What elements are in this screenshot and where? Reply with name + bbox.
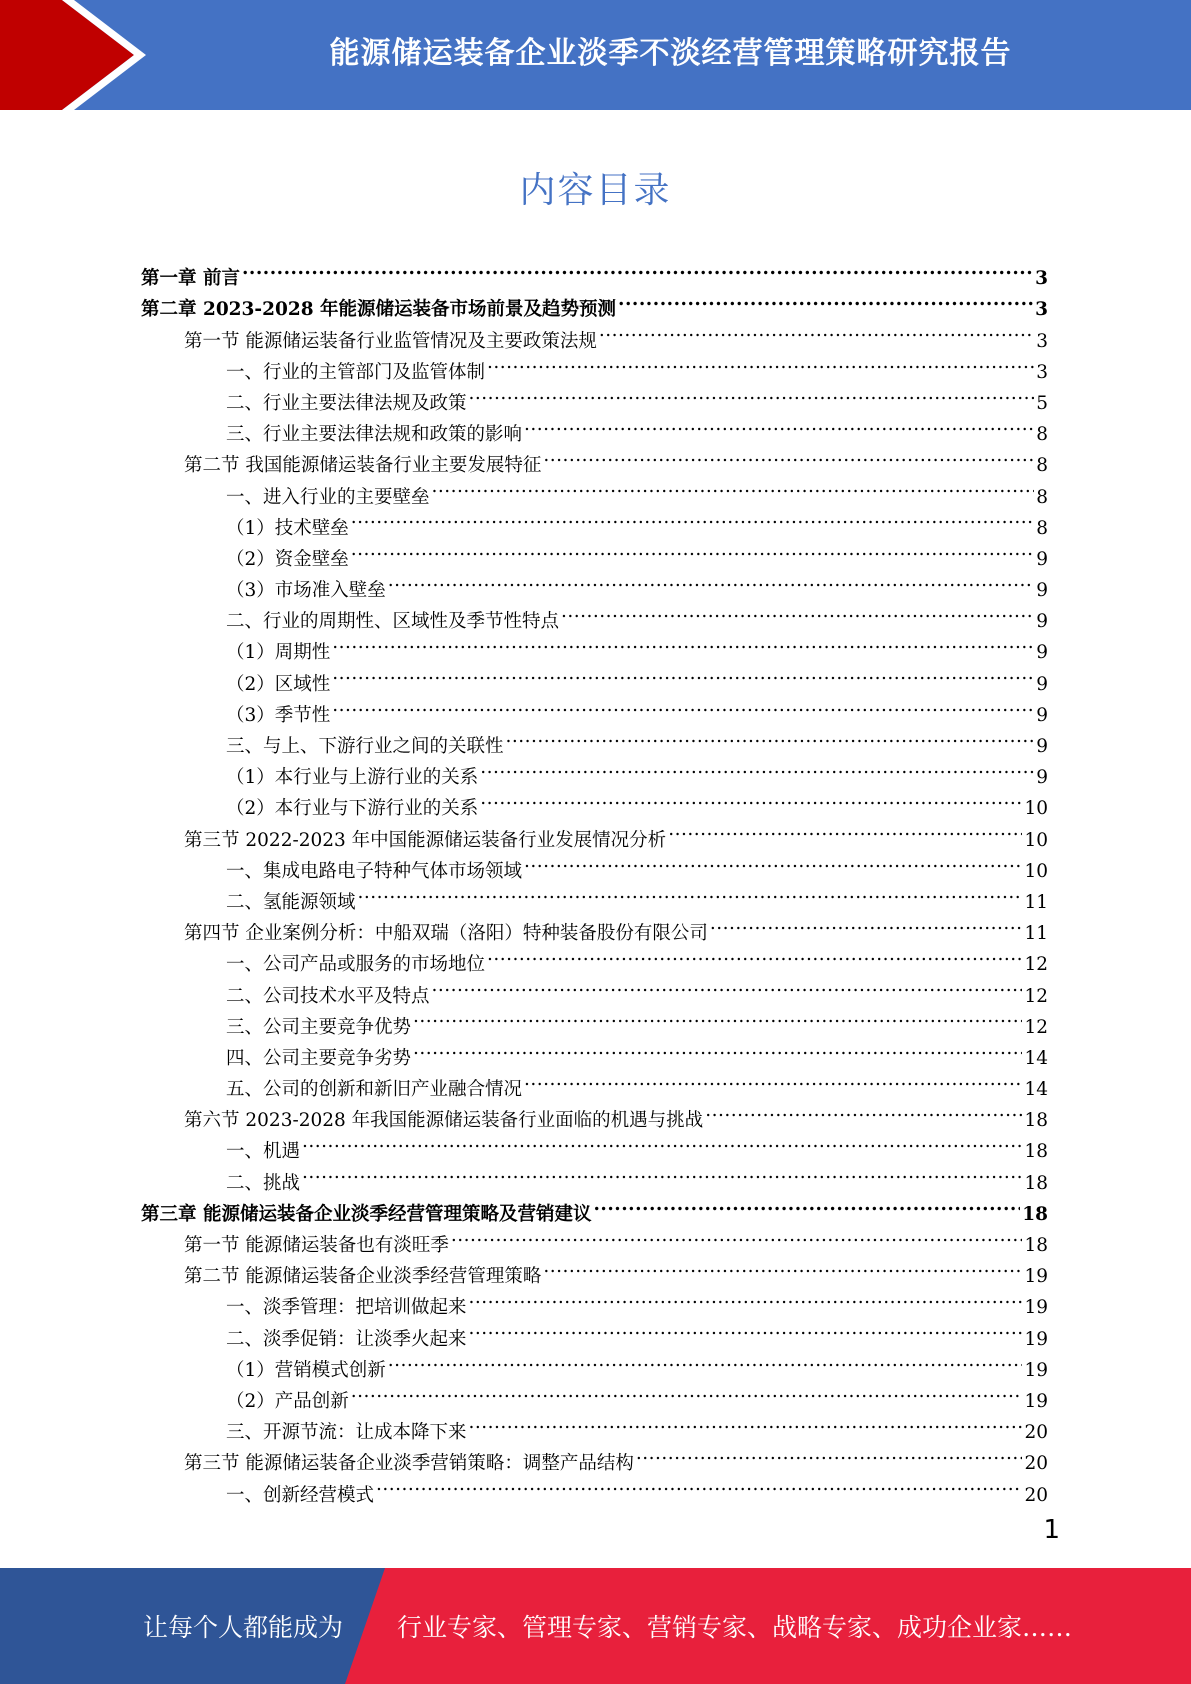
toc-heading: 内容目录	[519, 170, 672, 211]
toc-entry-label: （1）技术壁垒	[226, 517, 349, 539]
toc-entry-label: 一、机遇	[226, 1141, 301, 1163]
toc-entry-label: （3）季节性	[226, 704, 331, 726]
toc-entry-page: 20	[1024, 1453, 1048, 1475]
toc-dot-leader	[388, 565, 1034, 596]
toc-entry-label: （3）市场准入壁垒	[226, 580, 386, 602]
toc-entry-page: 8	[1036, 455, 1048, 477]
toc-dot-leader	[469, 1282, 1023, 1313]
toc-entry-page: 3	[1036, 361, 1048, 383]
toc-entry-label: 第二节 我国能源储运装备行业主要发展特征	[184, 455, 542, 477]
toc-entry-label: 三、开源节流：让成本降下来	[226, 1422, 467, 1444]
toc-entry-page: 19	[1024, 1297, 1048, 1319]
toc-entry-label: （2）产品创新	[226, 1390, 349, 1412]
toc-dot-leader	[599, 315, 1034, 346]
toc-dot-leader	[332, 690, 1034, 721]
toc-entry-label: 五、公司的创新和新旧产业融合情况	[226, 1079, 523, 1101]
toc-dot-leader	[351, 534, 1034, 565]
toc-entry-page: 19	[1024, 1266, 1048, 1288]
toc-entry-page: 20	[1024, 1422, 1048, 1444]
footer-slogan-right: 行业专家、管理专家、营销专家、战略专家、成功企业家……	[397, 1613, 1073, 1642]
toc-dot-leader	[618, 284, 1033, 315]
toc-entry-label: 一、进入行业的主要壁垒	[226, 486, 430, 508]
toc-dot-leader	[432, 970, 1023, 1001]
toc-entry-label: 二、挑战	[226, 1172, 301, 1194]
toc-entry-label: 第三节 2022-2023 年中国能源储运装备行业发展情况分析	[184, 829, 667, 851]
toc-entry-label: 一、创新经营模式	[226, 1484, 375, 1506]
toc-entry-page: 9	[1036, 673, 1048, 695]
toc-entry-page: 8	[1036, 517, 1048, 539]
toc-entry-page: 9	[1036, 704, 1048, 726]
toc-entry-label: 三、与上、下游行业之间的关联性	[226, 736, 504, 757]
toc-entry-page: 19	[1024, 1359, 1048, 1381]
footer-slogan-left: 让每个人都能成为	[143, 1613, 344, 1642]
toc-dot-leader	[413, 1002, 1022, 1033]
toc-entry-page: 10	[1024, 798, 1048, 820]
toc-entry-page: 10	[1024, 860, 1048, 882]
toc-dot-leader	[413, 1033, 1022, 1064]
toc-entry-page: 9	[1036, 642, 1048, 664]
toc-entry-label: 第一节 能源储运装备行业监管情况及主要政策法规	[184, 330, 597, 352]
toc-entry-label: 一、行业的主管部门及监管体制	[226, 361, 486, 383]
toc-dot-leader	[710, 908, 1023, 939]
toc-entry-page: 19	[1024, 1390, 1048, 1412]
toc-entry[interactable]	[141, 253, 1048, 290]
toc-dot-leader	[636, 1438, 1023, 1469]
toc-dot-leader	[480, 783, 1022, 814]
toc-entry-page: 9	[1036, 548, 1048, 570]
toc-entry-page: 8	[1036, 424, 1048, 446]
toc-entry-label: 三、行业主要法律法规和政策的影响	[226, 424, 523, 446]
toc-entry-page: 5	[1036, 392, 1048, 414]
toc-entry-page: 3	[1035, 299, 1048, 321]
toc-entry-page: 12	[1024, 1016, 1048, 1038]
toc-entry-label: 一、淡季管理：把培训做起来	[226, 1297, 467, 1319]
toc-entry-label: 一、公司产品或服务的市场地位	[226, 954, 486, 976]
toc-entry-label: 第二节 能源储运装备企业淡季经营管理策略	[184, 1266, 542, 1288]
toc-dot-leader	[332, 627, 1034, 658]
toc-dot-leader	[487, 939, 1022, 970]
toc-entry-page: 11	[1024, 891, 1048, 913]
toc-dot-leader	[543, 440, 1034, 471]
toc-entry-page: 8	[1036, 486, 1048, 508]
toc-entry-page: 18	[1024, 1235, 1048, 1256]
toc-entry-label: （1）营销模式创新	[226, 1359, 386, 1381]
toc-dot-leader	[376, 1469, 1022, 1500]
toc-entry-label: 四、公司主要竞争劣势	[226, 1047, 412, 1069]
toc-entry-page: 9	[1036, 767, 1048, 789]
toc-entry-label: 第一节 能源储运装备也有淡旺季	[184, 1235, 449, 1256]
page-number: 1	[1043, 1515, 1060, 1545]
toc-entry-page: 14	[1024, 1079, 1048, 1101]
footer-banner	[0, 1568, 1191, 1684]
toc-dot-leader	[469, 1407, 1023, 1438]
toc-dot-leader	[524, 1064, 1022, 1095]
toc-dot-leader	[480, 752, 1034, 783]
toc-entry-page: 12	[1024, 954, 1048, 976]
toc-dot-leader	[469, 1313, 1023, 1344]
toc-entry-page: 3	[1036, 330, 1048, 352]
toc-entry-page: 14	[1024, 1047, 1048, 1069]
toc-entry-page: 18	[1024, 1141, 1048, 1163]
toc-dot-leader	[524, 409, 1034, 440]
toc-dot-leader	[668, 814, 1022, 845]
toc-entry-page: 20	[1024, 1484, 1048, 1506]
toc-dot-leader	[561, 596, 1034, 627]
toc-entry-label: 第二章 2023-2028 年能源储运装备市场前景及趋势预测	[141, 299, 617, 321]
toc-entry-page: 12	[1024, 985, 1048, 1007]
toc-entry-label: 第四节 企业案例分析：中船双瑞（洛阳）特种装备股份有限公司	[184, 923, 708, 945]
toc-entry-label: 二、氢能源领域	[226, 891, 356, 913]
toc-entry-label: （2）资金壁垒	[226, 548, 349, 570]
toc-dot-leader	[593, 1189, 1020, 1220]
toc-entry-page: 10	[1024, 829, 1048, 851]
toc-entry-label: （1）本行业与上游行业的关系	[226, 767, 479, 789]
toc-dot-leader	[543, 1251, 1022, 1282]
toc-entry-label: 一、集成电路电子特种气体市场领域	[226, 860, 523, 882]
report-title: 能源储运装备企业淡季不淡经营管理策略研究报告	[329, 36, 1012, 71]
toc-dot-leader	[469, 378, 1035, 409]
toc-entry-page: 9	[1036, 611, 1048, 633]
toc-dot-leader	[302, 1157, 1022, 1188]
toc-entry-page: 11	[1024, 923, 1048, 945]
toc-entry-label: （2）本行业与下游行业的关系	[226, 798, 479, 820]
toc-entry-page: 18	[1024, 1172, 1048, 1194]
toc-entry-label: 第一章 前言	[141, 268, 240, 290]
toc-dot-leader	[487, 347, 1034, 378]
toc-entry-label: 二、淡季促销：让淡季火起来	[226, 1328, 467, 1350]
toc-dot-leader	[432, 471, 1035, 502]
toc-entry-label: 二、行业主要法律法规及政策	[226, 392, 467, 414]
chevron-arrow-icon	[0, 0, 150, 110]
toc-entry-label: 第六节 2023-2028 年我国能源储运装备行业面临的机遇与挑战	[184, 1110, 704, 1132]
toc-dot-leader	[242, 253, 1033, 284]
toc-entry-page: 19	[1024, 1328, 1048, 1350]
header-banner	[0, 0, 1191, 110]
toc-dot-leader	[524, 846, 1022, 877]
toc-entry-label: （2）区域性	[226, 673, 331, 695]
toc-entry-label: 二、公司技术水平及特点	[226, 985, 430, 1007]
toc-entry-label: 第三章 能源储运装备企业淡季经营管理策略及营销建议	[141, 1203, 592, 1225]
toc-entry-page: 9	[1036, 736, 1048, 757]
toc-entry-page: 9	[1036, 580, 1048, 602]
toc-entry-label: 第三节 能源储运装备企业淡季营销策略：调整产品结构	[184, 1453, 634, 1475]
toc-entry-label: （1）周期性	[226, 642, 331, 664]
toc-dot-leader	[451, 1220, 1023, 1251]
table-of-contents	[141, 253, 1048, 1506]
toc-entry-page: 3	[1035, 268, 1048, 290]
toc-dot-leader	[358, 877, 1023, 908]
toc-entry-page: 18	[1022, 1203, 1048, 1225]
toc-dot-leader	[332, 658, 1034, 689]
toc-entry[interactable]	[141, 284, 1048, 321]
toc-dot-leader	[506, 721, 1035, 752]
toc-entry-label: 二、行业的周期性、区域性及季节性特点	[226, 611, 560, 633]
toc-dot-leader	[351, 503, 1034, 534]
toc-entry-label: 三、公司主要竞争优势	[226, 1016, 412, 1038]
toc-entry-page: 18	[1024, 1110, 1048, 1132]
toc-dot-leader	[388, 1345, 1023, 1376]
toc-dot-leader	[302, 1126, 1022, 1157]
toc-dot-leader	[351, 1376, 1023, 1407]
toc-dot-leader	[705, 1095, 1022, 1126]
